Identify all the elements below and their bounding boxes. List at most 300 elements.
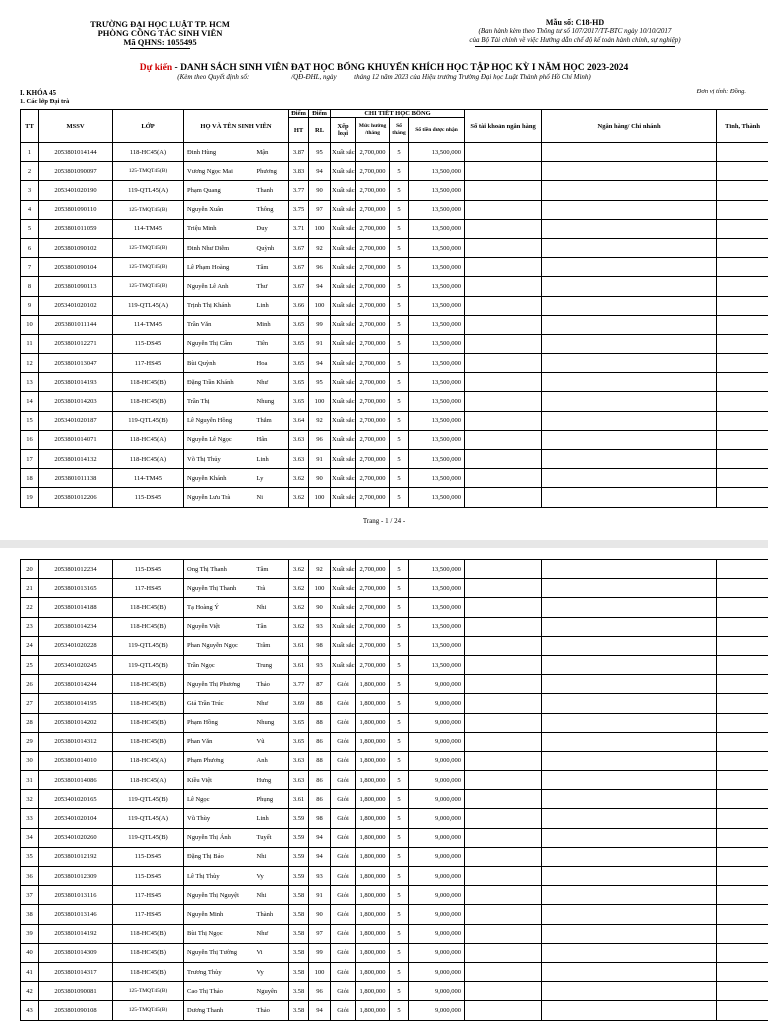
cell-mssv: 2053801013165: [39, 579, 113, 598]
col-tt: TT: [21, 110, 39, 143]
cell-given-name: Anh: [254, 751, 289, 770]
cell-class: 115-DS45: [113, 867, 184, 886]
cell-bank: [542, 962, 717, 981]
cell-given-name: Thảo: [254, 675, 289, 694]
cell-rank: Xuất sắc: [331, 636, 356, 655]
cell-ht: 3.58: [289, 982, 309, 1001]
table-header: [21, 110, 768, 143]
cell-bank: [542, 598, 717, 617]
table-row: [21, 694, 768, 713]
table-row: [21, 200, 768, 219]
table-row: [21, 982, 768, 1001]
cell-province: [717, 373, 768, 392]
cell-months: 5: [390, 258, 409, 277]
cell-rank: Xuất sắc: [331, 315, 356, 334]
table-row: [21, 943, 768, 962]
cell-mssv: 2053801014244: [39, 675, 113, 694]
table-row: [21, 617, 768, 636]
cell-months: 5: [390, 469, 409, 488]
cell-rank: Xuất sắc: [331, 334, 356, 353]
cell-amount: 13,500,000: [409, 392, 465, 411]
cell-province: [717, 392, 768, 411]
table-row: [21, 392, 768, 411]
cell-monthly: 1,800,000: [356, 694, 390, 713]
cell-mssv: 2053801014234: [39, 617, 113, 636]
cell-monthly: 1,800,000: [356, 790, 390, 809]
cell-ht: 3.87: [289, 143, 309, 162]
cell-tt: 38: [21, 905, 39, 924]
cell-monthly: 2,700,000: [356, 238, 390, 257]
table-row: [21, 162, 768, 181]
cell-monthly: 1,800,000: [356, 924, 390, 943]
cell-class: 125-TMQT45(B): [113, 258, 184, 277]
cell-bank: [542, 982, 717, 1001]
cell-rl: 98: [309, 809, 331, 828]
cell-monthly: 2,700,000: [356, 598, 390, 617]
cell-surname: Lê Ngọc: [184, 790, 254, 809]
cell-months: 5: [390, 579, 409, 598]
cell-amount: 13,500,000: [409, 579, 465, 598]
cell-surname: Bùi Quỳnh: [184, 354, 254, 373]
cell-ht: 3.62: [289, 488, 309, 507]
cell-ht: 3.71: [289, 219, 309, 238]
cell-account: [465, 1001, 542, 1020]
table-row: [21, 450, 768, 469]
cell-surname: Bùi Thị Ngọc: [184, 924, 254, 943]
cell-ht: 3.65: [289, 315, 309, 334]
cell-class: 125-TMQT45(B): [113, 1001, 184, 1020]
table-row: [21, 771, 768, 790]
cell-amount: 13,500,000: [409, 598, 465, 617]
cell-months: 5: [390, 162, 409, 181]
cell-rank: Giỏi: [331, 790, 356, 809]
cell-given-name: Tiên: [254, 334, 289, 353]
cell-rl: 93: [309, 867, 331, 886]
cell-class: 119-QTL45(B): [113, 411, 184, 430]
cell-bank: [542, 867, 717, 886]
cell-monthly: 1,800,000: [356, 828, 390, 847]
cell-given-name: Thắm: [254, 411, 289, 430]
page-separator: [0, 540, 768, 548]
cell-amount: 9,000,000: [409, 809, 465, 828]
cell-given-name: Vy: [254, 962, 289, 981]
cell-account: [465, 886, 542, 905]
cell-monthly: 2,700,000: [356, 315, 390, 334]
cell-bank: [542, 617, 717, 636]
cell-province: [717, 143, 768, 162]
cell-surname: Nguyễn Việt: [184, 617, 254, 636]
cell-months: 5: [390, 200, 409, 219]
cell-months: 5: [390, 277, 409, 296]
cell-surname: Nguyễn Thị Phương: [184, 675, 254, 694]
cell-monthly: 2,700,000: [356, 430, 390, 449]
cell-province: [717, 238, 768, 257]
cell-class: 118-HC45(B): [113, 675, 184, 694]
cell-ht: 3.59: [289, 809, 309, 828]
cell-ht: 3.62: [289, 598, 309, 617]
cell-rl: 90: [309, 598, 331, 617]
scholarship-table-page-2: [20, 559, 768, 1021]
cell-mssv: 2053801014193: [39, 373, 113, 392]
cell-class: 119-QTL45(B): [113, 828, 184, 847]
cell-province: [717, 847, 768, 866]
cell-tt: 6: [21, 238, 39, 257]
cell-bank: [542, 200, 717, 219]
cell-class: 118-HC45(B): [113, 713, 184, 732]
cell-bank: [542, 560, 717, 579]
cell-ht: 3.58: [289, 886, 309, 905]
cell-amount: 13,500,000: [409, 200, 465, 219]
cell-rl: 95: [309, 143, 331, 162]
table-row: [21, 886, 768, 905]
cell-province: [717, 962, 768, 981]
cell-monthly: 1,800,000: [356, 732, 390, 751]
table-row: [21, 867, 768, 886]
cell-tt: 30: [21, 751, 39, 770]
cell-ht: 3.65: [289, 392, 309, 411]
cell-surname: Đặng Trần Khánh: [184, 373, 254, 392]
cell-surname: Phạm Hồng: [184, 713, 254, 732]
school-header: [60, 20, 260, 49]
cell-given-name: Vũ: [254, 732, 289, 751]
cell-rank: Giỏi: [331, 809, 356, 828]
cell-province: [717, 636, 768, 655]
issued-line-1: (Ban hành kèm theo Thông tư số 107/2017/TT-BTC ngày 10/10/2017: [478, 27, 672, 35]
cell-monthly: 1,800,000: [356, 675, 390, 694]
table-row: [21, 488, 768, 507]
table-row: [21, 315, 768, 334]
cell-tt: 14: [21, 392, 39, 411]
cell-given-name: Phụng: [254, 790, 289, 809]
cell-mssv: 2053801012309: [39, 867, 113, 886]
cell-rl: 96: [309, 982, 331, 1001]
cell-bank: [542, 430, 717, 449]
cell-mssv: 2053801014188: [39, 598, 113, 617]
cell-tt: 5: [21, 219, 39, 238]
col-ht: HT: [289, 118, 309, 143]
cell-bank: [542, 579, 717, 598]
cell-ht: 3.77: [289, 675, 309, 694]
cell-rl: 94: [309, 354, 331, 373]
cell-rl: 86: [309, 790, 331, 809]
document-subtitle: (Kèm theo Quyết định số: /QĐ-ĐHL, ngày tháng 12 năm 2023 của Hiệu trưởng Trường Đại học Luật Thành phố Hồ Chí Minh): [177, 73, 591, 81]
cell-given-name: Duy: [254, 219, 289, 238]
cell-months: 5: [390, 694, 409, 713]
cell-tt: 15: [21, 411, 39, 430]
cell-rl: 100: [309, 962, 331, 981]
cell-class: 118-HC45(B): [113, 598, 184, 617]
cell-mssv: 2053801014132: [39, 450, 113, 469]
cell-surname: Nguyễn Thị Ánh: [184, 828, 254, 847]
cell-account: [465, 751, 542, 770]
cell-months: 5: [390, 219, 409, 238]
cell-ht: 3.62: [289, 579, 309, 598]
cell-rank: Xuất sắc: [331, 258, 356, 277]
cell-given-name: Vi: [254, 943, 289, 962]
cell-rank: Xuất sắc: [331, 655, 356, 674]
cell-months: 5: [390, 488, 409, 507]
cell-ht: 3.59: [289, 847, 309, 866]
table-row: [21, 713, 768, 732]
cell-amount: 13,500,000: [409, 560, 465, 579]
cell-province: [717, 411, 768, 430]
cell-province: [717, 771, 768, 790]
cell-given-name: Ly: [254, 469, 289, 488]
cell-tt: 41: [21, 962, 39, 981]
cell-surname: Đặng Thị Bảo: [184, 847, 254, 866]
cell-months: 5: [390, 354, 409, 373]
cell-amount: 13,500,000: [409, 450, 465, 469]
cell-rank: Xuất sắc: [331, 143, 356, 162]
cell-bank: [542, 732, 717, 751]
cell-rank: Giỏi: [331, 886, 356, 905]
cell-ht: 3.63: [289, 450, 309, 469]
cell-bank: [542, 790, 717, 809]
cell-rl: 94: [309, 847, 331, 866]
cell-mssv: 2053801014192: [39, 924, 113, 943]
cell-rl: 96: [309, 258, 331, 277]
table-row: [21, 277, 768, 296]
document-page-2: [0, 548, 768, 1024]
cell-amount: 9,000,000: [409, 675, 465, 694]
cell-rl: 100: [309, 579, 331, 598]
cell-province: [717, 469, 768, 488]
cell-tt: 7: [21, 258, 39, 277]
cell-rl: 88: [309, 694, 331, 713]
cell-rank: Xuất sắc: [331, 162, 356, 181]
cell-bank: [542, 847, 717, 866]
cell-monthly: 1,800,000: [356, 713, 390, 732]
cell-mssv: 2053801090097: [39, 162, 113, 181]
cell-rank: Giỏi: [331, 847, 356, 866]
cell-amount: 13,500,000: [409, 636, 465, 655]
cell-ht: 3.61: [289, 790, 309, 809]
cell-ht: 3.66: [289, 296, 309, 315]
cell-tt: 23: [21, 617, 39, 636]
cell-tt: 13: [21, 373, 39, 392]
cell-tt: 31: [21, 771, 39, 790]
cell-surname: Nguyễn Lê Ngọc: [184, 430, 254, 449]
cell-monthly: 1,800,000: [356, 809, 390, 828]
cell-ht: 3.65: [289, 713, 309, 732]
cell-account: [465, 790, 542, 809]
cell-rank: Xuất sắc: [331, 488, 356, 507]
cell-province: [717, 560, 768, 579]
cell-tt: 42: [21, 982, 39, 1001]
cell-given-name: Mận: [254, 143, 289, 162]
cell-amount: 13,500,000: [409, 373, 465, 392]
cell-bank: [542, 675, 717, 694]
cell-tt: 25: [21, 655, 39, 674]
cell-amount: 9,000,000: [409, 694, 465, 713]
cell-months: 5: [390, 373, 409, 392]
cell-account: [465, 867, 542, 886]
cell-mssv: 2053801013146: [39, 905, 113, 924]
cell-surname: Đinh Như Diễm: [184, 238, 254, 257]
cell-account: [465, 411, 542, 430]
cell-rl: 91: [309, 334, 331, 353]
cell-rl: 99: [309, 943, 331, 962]
cell-tt: 4: [21, 200, 39, 219]
cell-amount: 9,000,000: [409, 828, 465, 847]
cell-amount: 13,500,000: [409, 655, 465, 674]
cell-monthly: 2,700,000: [356, 411, 390, 430]
cell-given-name: Thông: [254, 200, 289, 219]
cell-surname: Nguyễn Thị Nguyệt: [184, 886, 254, 905]
cell-rank: Giỏi: [331, 713, 356, 732]
cell-surname: Dương Thanh: [184, 1001, 254, 1020]
cell-monthly: 2,700,000: [356, 373, 390, 392]
cell-province: [717, 579, 768, 598]
form-underline: [475, 46, 675, 47]
currency-unit: Đơn vị tính: Đồng.: [696, 88, 746, 95]
table-row: [21, 598, 768, 617]
cell-tt: 10: [21, 315, 39, 334]
cell-rank: Giỏi: [331, 694, 356, 713]
cell-ht: 3.67: [289, 238, 309, 257]
cell-class: 118-HC45(B): [113, 694, 184, 713]
table-row: [21, 1001, 768, 1020]
table-row: [21, 219, 768, 238]
cell-class: 118-HC45(A): [113, 450, 184, 469]
cell-amount: 9,000,000: [409, 771, 465, 790]
cell-mssv: 2053801013047: [39, 354, 113, 373]
col-rl: RL: [309, 118, 331, 143]
cell-rl: 88: [309, 713, 331, 732]
cell-account: [465, 469, 542, 488]
cell-rank: Xuất sắc: [331, 181, 356, 200]
cell-rl: 93: [309, 617, 331, 636]
cell-ht: 3.67: [289, 258, 309, 277]
cell-bank: [542, 488, 717, 507]
cell-account: [465, 354, 542, 373]
cell-tt: 24: [21, 636, 39, 655]
cell-bank: [542, 886, 717, 905]
cell-rank: Giỏi: [331, 771, 356, 790]
cell-rank: Xuất sắc: [331, 430, 356, 449]
cell-surname: Nguyễn Lưu Trà: [184, 488, 254, 507]
cell-province: [717, 450, 768, 469]
cell-monthly: 2,700,000: [356, 488, 390, 507]
cell-amount: 9,000,000: [409, 790, 465, 809]
cell-bank: [542, 771, 717, 790]
cell-amount: 13,500,000: [409, 411, 465, 430]
cell-class: 118-HC45(B): [113, 924, 184, 943]
cell-ht: 3.58: [289, 943, 309, 962]
cell-given-name: Linh: [254, 450, 289, 469]
section-heading: I. KHÓA 45: [20, 89, 56, 97]
col-lop: LỚP: [113, 110, 184, 143]
cell-tt: 11: [21, 334, 39, 353]
cell-class: 119-QTL45(B): [113, 655, 184, 674]
cell-mssv: 2053401020190: [39, 181, 113, 200]
cell-amount: 9,000,000: [409, 713, 465, 732]
cell-months: 5: [390, 143, 409, 162]
cell-class: 117-HS45: [113, 905, 184, 924]
cell-monthly: 2,700,000: [356, 617, 390, 636]
cell-ht: 3.63: [289, 771, 309, 790]
cell-ht: 3.63: [289, 430, 309, 449]
scholarship-table-page-1: [20, 109, 768, 508]
cell-account: [465, 296, 542, 315]
cell-mssv: 2053801014312: [39, 732, 113, 751]
cell-class: 117-HS45: [113, 354, 184, 373]
cell-rank: Xuất sắc: [331, 354, 356, 373]
cell-tt: 21: [21, 579, 39, 598]
subsection-heading: 1. Các lớp Đại trà: [20, 98, 70, 105]
cell-tt: 16: [21, 430, 39, 449]
table-row: [21, 847, 768, 866]
cell-bank: [542, 809, 717, 828]
cell-province: [717, 162, 768, 181]
cell-tt: 32: [21, 790, 39, 809]
cell-ht: 3.58: [289, 905, 309, 924]
page-footer: Trang - 1 / 24 -: [362, 517, 406, 525]
cell-rl: 93: [309, 655, 331, 674]
col-province: Tỉnh, Thành: [717, 110, 768, 143]
cell-bank: [542, 694, 717, 713]
cell-account: [465, 200, 542, 219]
table-row: [21, 354, 768, 373]
cell-tt: 12: [21, 354, 39, 373]
cell-rank: Giỏi: [331, 924, 356, 943]
cell-account: [465, 962, 542, 981]
table-row: [21, 143, 768, 162]
cell-province: [717, 751, 768, 770]
cell-tt: 2: [21, 162, 39, 181]
cell-mssv: 2053801011144: [39, 315, 113, 334]
cell-amount: 9,000,000: [409, 982, 465, 1001]
cell-mssv: 2053401020104: [39, 809, 113, 828]
cell-given-name: Linh: [254, 809, 289, 828]
cell-rank: Giỏi: [331, 867, 356, 886]
cell-rank: Xuất sắc: [331, 450, 356, 469]
cell-mssv: 2053801090108: [39, 1001, 113, 1020]
cell-amount: 13,500,000: [409, 181, 465, 200]
cell-bank: [542, 924, 717, 943]
cell-account: [465, 924, 542, 943]
cell-class: 125-TMQT45(B): [113, 162, 184, 181]
cell-amount: 13,500,000: [409, 238, 465, 257]
cell-bank: [542, 296, 717, 315]
cell-given-name: Phương: [254, 162, 289, 181]
cell-surname: Trần Văn: [184, 315, 254, 334]
cell-account: [465, 488, 542, 507]
cell-surname: Vương Ngọc Mai: [184, 162, 254, 181]
cell-surname: Trương Thùy: [184, 962, 254, 981]
cell-bank: [542, 238, 717, 257]
cell-tt: 43: [21, 1001, 39, 1020]
cell-account: [465, 598, 542, 617]
cell-tt: 37: [21, 886, 39, 905]
cell-mssv: 2053801013116: [39, 886, 113, 905]
cell-months: 5: [390, 982, 409, 1001]
table-row: [21, 809, 768, 828]
cell-province: [717, 598, 768, 617]
table-row: [21, 655, 768, 674]
cell-bank: [542, 315, 717, 334]
cell-given-name: Tâm: [254, 258, 289, 277]
cell-ht: 3.62: [289, 469, 309, 488]
cell-amount: 9,000,000: [409, 924, 465, 943]
cell-months: 5: [390, 847, 409, 866]
table-row: [21, 924, 768, 943]
cell-mssv: 2053801014010: [39, 751, 113, 770]
cell-ht: 3.58: [289, 924, 309, 943]
cell-province: [717, 200, 768, 219]
cell-surname: Lê Nguyễn Hồng: [184, 411, 254, 430]
cell-surname: Nguyễn Xuân: [184, 200, 254, 219]
